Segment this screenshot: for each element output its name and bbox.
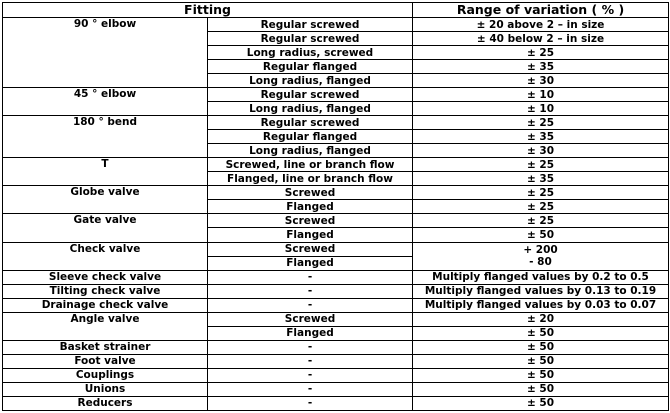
fitting-name: Gate valve — [3, 214, 208, 242]
fitting-name: Reducers — [3, 396, 208, 410]
fitting-type: - — [208, 382, 413, 396]
fitting-name: Unions — [3, 382, 208, 396]
fitting-name: Drainage check valve — [3, 298, 208, 312]
range-value: ± 40 below 2 – in size — [413, 32, 669, 46]
fitting-name: 90 ° elbow — [3, 18, 208, 88]
table-row — [3, 340, 669, 354]
range-value: ± 35 — [413, 130, 669, 144]
range-value: Multiply flanged values by 0.2 to 0.5 — [413, 270, 669, 284]
fitting-type: Regular screwed — [208, 32, 413, 46]
fitting-name: 45 ° elbow — [3, 88, 208, 116]
table-row — [3, 284, 669, 298]
fitting-type: - — [208, 284, 413, 298]
fitting-name: Globe valve — [3, 186, 208, 214]
fitting-type: Screwed — [208, 242, 413, 256]
table-body — [3, 18, 669, 411]
header-fitting: Fitting — [3, 3, 413, 18]
table-row — [3, 298, 669, 312]
fitting-type: Long radius, flanged — [208, 144, 413, 158]
table-row — [3, 368, 669, 382]
fitting-type: Screwed — [208, 312, 413, 326]
table-row — [3, 116, 669, 130]
fitting-type: Screwed — [208, 214, 413, 228]
fitting-name: Sleeve check valve — [3, 270, 208, 284]
range-value: ± 25 — [413, 46, 669, 60]
range-value-line: - 80 — [529, 256, 552, 269]
range-value: ± 50 — [413, 382, 669, 396]
fitting-type: Regular flanged — [208, 130, 413, 144]
range-value: ± 50 — [413, 368, 669, 382]
fitting-type: Regular screwed — [208, 116, 413, 130]
fitting-type: Regular flanged — [208, 60, 413, 74]
fitting-type: - — [208, 340, 413, 354]
fitting-type: Regular screwed — [208, 18, 413, 32]
range-value: ± 50 — [413, 340, 669, 354]
fitting-type: Flanged — [208, 256, 413, 270]
range-value — [413, 242, 669, 270]
range-value: ± 25 — [413, 200, 669, 214]
fitting-name: Basket strainer — [3, 340, 208, 354]
fitting-name: Angle valve — [3, 312, 208, 340]
range-value: ± 50 — [413, 326, 669, 340]
range-value: Multiply flanged values by 0.03 to 0.07 — [413, 298, 669, 312]
fitting-type: Flanged — [208, 200, 413, 214]
fitting-type: Regular screwed — [208, 88, 413, 102]
fitting-type: Long radius, flanged — [208, 74, 413, 88]
fitting-name: Couplings — [3, 368, 208, 382]
fitting-name: Foot valve — [3, 354, 208, 368]
table-row — [3, 186, 669, 200]
fitting-type: Flanged, line or branch flow — [208, 172, 413, 186]
fitting-type: - — [208, 270, 413, 284]
fitting-type: - — [208, 396, 413, 410]
table-row — [3, 312, 669, 326]
range-value: ± 20 — [413, 312, 669, 326]
table-row — [3, 158, 669, 172]
fitting-type: Flanged — [208, 326, 413, 340]
fitting-name: Tilting check valve — [3, 284, 208, 298]
fitting-variation-table — [2, 2, 669, 411]
fitting-type: Long radius, flanged — [208, 102, 413, 116]
fitting-type: Long radius, screwed — [208, 46, 413, 60]
fitting-type: - — [208, 354, 413, 368]
table-row — [3, 18, 669, 32]
range-value: ± 10 — [413, 102, 669, 116]
range-value: ± 25 — [413, 158, 669, 172]
fitting-type: Screwed — [208, 186, 413, 200]
fitting-type: Flanged — [208, 228, 413, 242]
fitting-name: T — [3, 158, 208, 186]
range-value: ± 25 — [413, 186, 669, 200]
table-row — [3, 242, 669, 256]
range-value: ± 35 — [413, 172, 669, 186]
header-range: Range of variation ( % ) — [413, 3, 669, 18]
table-header-row — [3, 3, 669, 18]
range-value: ± 10 — [413, 88, 669, 102]
range-value: ± 25 — [413, 116, 669, 130]
range-value: ± 35 — [413, 60, 669, 74]
table-row — [3, 396, 669, 410]
range-value: ± 30 — [413, 144, 669, 158]
table-row — [3, 382, 669, 396]
range-value: ± 25 — [413, 214, 669, 228]
fitting-type: - — [208, 368, 413, 382]
range-value: ± 50 — [413, 354, 669, 368]
range-value: ± 30 — [413, 74, 669, 88]
table-row — [3, 270, 669, 284]
fitting-name: 180 ° bend — [3, 116, 208, 158]
range-value: Multiply flanged values by 0.13 to 0.19 — [413, 284, 669, 298]
table-row — [3, 88, 669, 102]
fitting-type: - — [208, 298, 413, 312]
table-row — [3, 354, 669, 368]
range-value-line: + 200 — [523, 244, 558, 257]
range-value: ± 20 above 2 – in size — [413, 18, 669, 32]
range-value: ± 50 — [413, 396, 669, 410]
fitting-name: Check valve — [3, 242, 208, 270]
fitting-type: Screwed, line or branch flow — [208, 158, 413, 172]
range-value: ± 50 — [413, 228, 669, 242]
table-row — [3, 214, 669, 228]
